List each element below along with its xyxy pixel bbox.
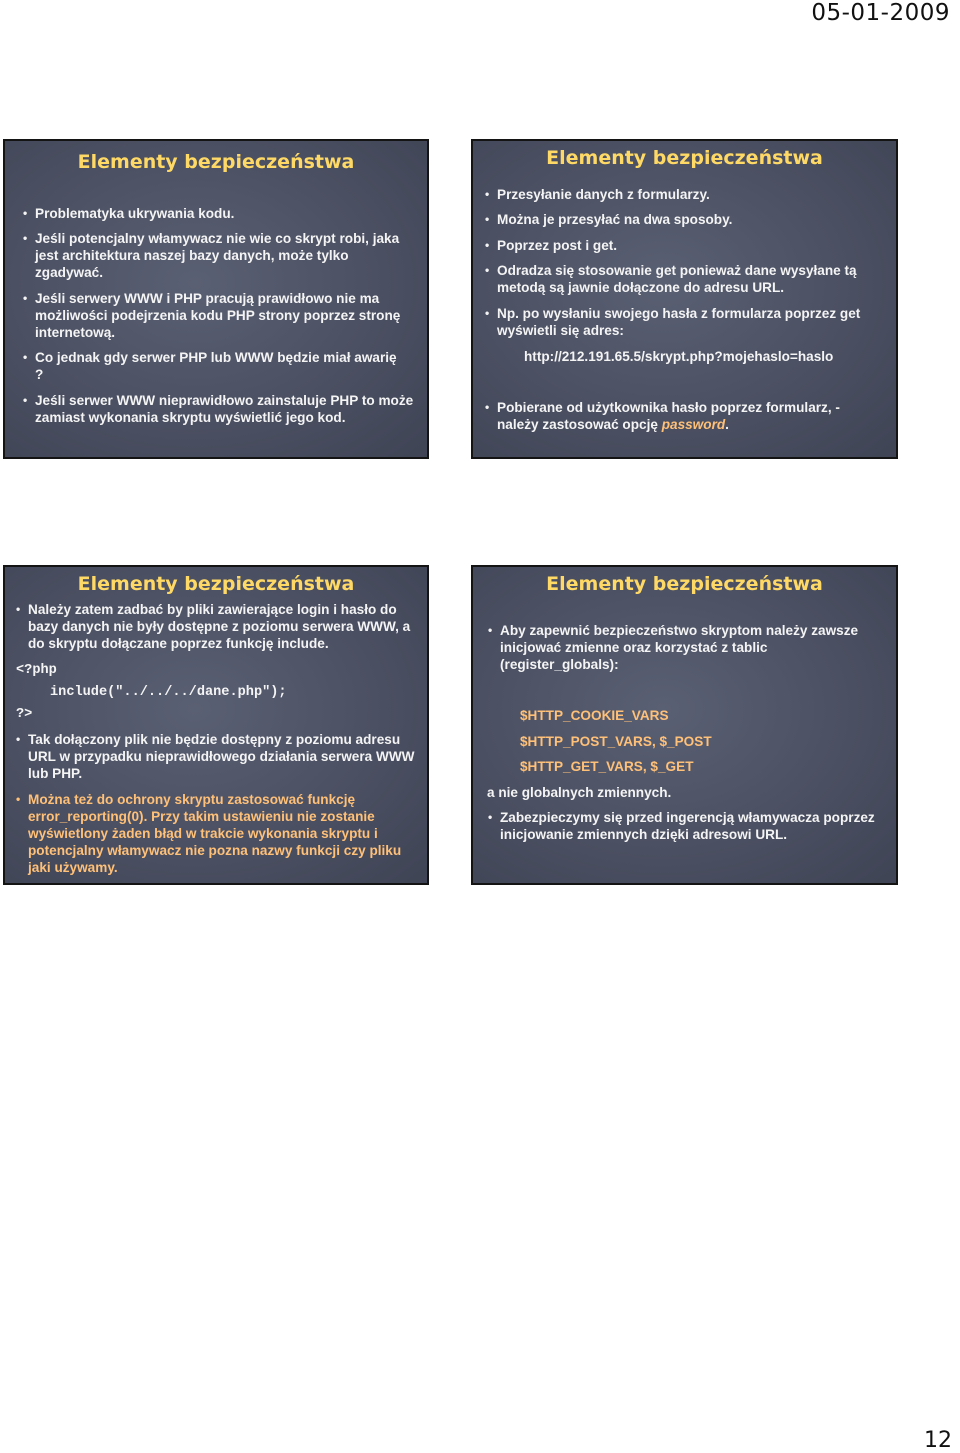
slide-title: Elementy bezpieczeństwa [546,573,823,595]
code-open-tag: <?php [16,663,57,678]
variable-item: $HTTP_COOKIE_VARS [520,708,669,723]
emphasis-password: password [661,417,726,432]
bullet-item: • Należy zatem zadbać by pliki zawierające login i hasło do bazy danych nie były dostępne z poziomu serwera WWW, a do skryptu dołączane poprzez funkcję include. [16,601,421,652]
note-text: a nie globalnych zmiennych. [487,785,672,800]
example-url: http://212.191.65.5/skrypt.php?mojehaslo=haslo [524,349,834,364]
slide-3 [3,565,429,885]
slide-content [5,141,427,457]
bullet-item: • Tak dołączony plik nie będzie dostępny z poziomu adresu URL w przypadku nieprawidłowego działania serwera WWW lub PHP. [16,731,421,782]
bullet-item: • Odradza się stosowanie get ponieważ dane wysyłane tą metodą są jawnie dołączone do adresu URL. [485,262,885,296]
bullet-item: • Aby zapewnić bezpieczeństwo skryptom należy zawsze inicjować zmienne oraz korzystać z tablic (register_globals): [488,622,883,673]
slide-title: Elementy bezpieczeństwa [77,151,355,173]
code-close-tag: ?> [16,707,33,722]
bullet-item: • Można je przesyłać na dwa sposoby. [485,211,885,228]
slide-title: Elementy bezpieczeństwa [77,573,355,595]
bullet-text-suffix: . [725,417,729,432]
code-include-line: include("../../../dane.php"); [50,685,287,700]
slide-content [473,567,896,883]
bullet-item: • Jeśli serwery WWW i PHP pracują prawidłowo nie ma możliwości podejrzenia kodu PHP strony poprzez stronę internetową. [23,290,418,341]
bullet-item: • Poprzez post i get. [485,237,885,254]
bullet-item: • Zabezpieczymy się przed ingerencją włamywacza poprzez inicjowanie zmiennych dzięki adresowi URL. [488,809,883,843]
bullet-item: • Jeśli potencjalny włamywacz nie wie co skrypt robi, jaka jest architektura naszej bazy danych, może tylko zgadywać. [23,230,418,281]
bullet-text: Przy takim ustawieniu nie zostanie wyświetlony żaden błąd w trakcie wykonania skryptu i potencjalny włamywacz nie pozna nazwy funkcji czy pliku jaki używamy. [28,809,402,875]
slide-4 [471,565,898,885]
bullet-item: • Co jednak gdy serwer PHP lub WWW będzie miał awarię ? [23,349,403,383]
slide-content [5,567,427,883]
slide-content [473,141,896,457]
page-number: 12 [924,1428,952,1453]
bullet-highlight: Można też do ochrony skryptu zastosować funkcję error_reporting(0). [28,792,356,824]
slide-title: Elementy bezpieczeństwa [546,147,823,169]
bullet-item: • Np. po wysłaniu swojego hasła z formularza poprzez get wyświetli się adres: [485,305,890,339]
bullet-item: • Przesyłanie danych z formularzy. [485,186,885,203]
bullet-item: • Jeśli serwer WWW nieprawidłowo zainstaluje PHP to może zamiast wykonania skryptu wyświetlić jego kod. [23,392,418,426]
bullet-text: Pobierane od użytkownika hasło poprzez formularz, - należy zastosować opcję [497,400,840,432]
bullet-item: • Problematyka ukrywania kodu. [23,205,418,222]
variable-item: $HTTP_POST_VARS, $_POST [520,734,712,749]
bullet-item [16,791,421,876]
variable-item: $HTTP_GET_VARS, $_GET [520,759,694,774]
slide-1 [3,139,429,459]
page-date: 05-01-2009 [811,0,950,26]
bullet-item [485,399,885,433]
slide-2 [471,139,898,459]
